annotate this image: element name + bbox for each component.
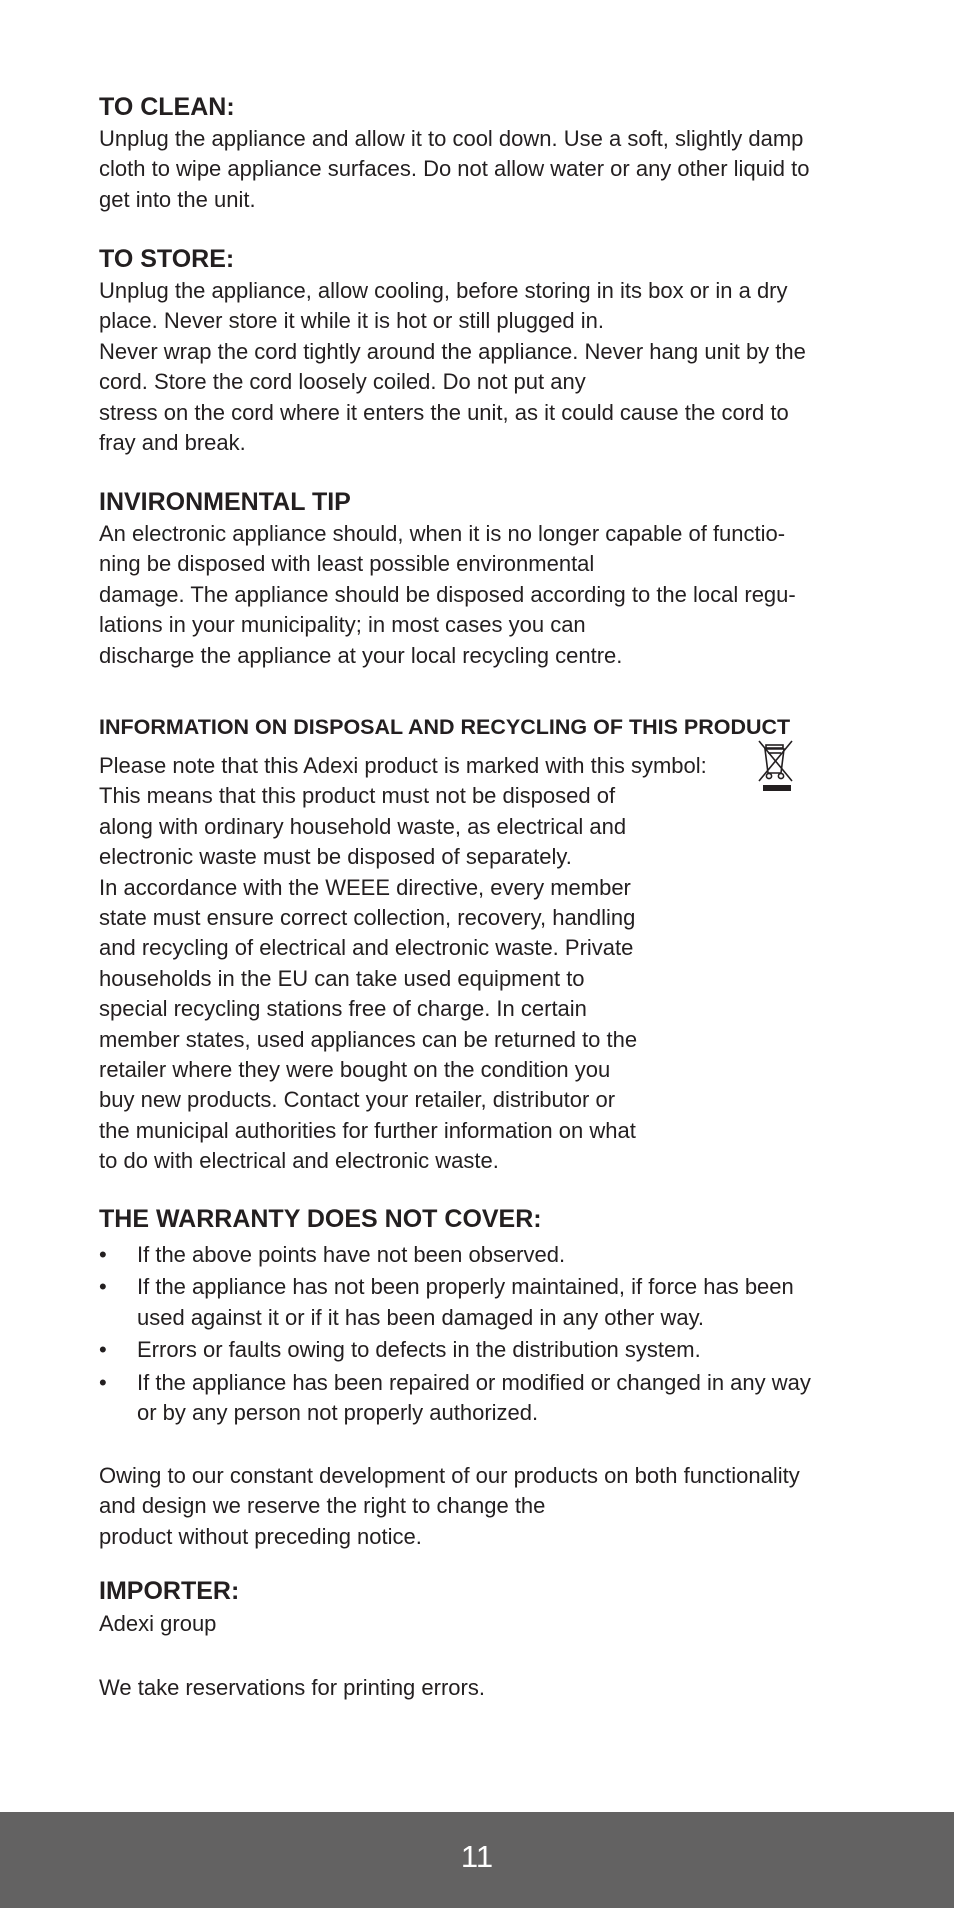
disposal-line: This means that this product must not be disposed of bbox=[99, 783, 616, 809]
store-body bbox=[99, 276, 859, 458]
clean-section bbox=[99, 92, 859, 215]
warranty-item-line: used against it or if it has been damaged in any other way. bbox=[137, 1304, 705, 1330]
disposal-heading: INFORMATION ON DISPOSAL AND RECYCLING OF THIS PRODUCT bbox=[99, 715, 791, 739]
clean-line: Unplug the appliance and allow it to cool down. Use a soft, slightly damp bbox=[99, 126, 804, 151]
environment-line: discharge the appliance at your local recycling centre. bbox=[99, 642, 623, 668]
disposal-line: member states, used appliances can be returned to the bbox=[99, 1026, 638, 1052]
development-line: and design we reserve the right to change the bbox=[99, 1493, 546, 1519]
disposal-line: households in the EU can take used equipment to bbox=[99, 965, 585, 991]
disposal-line: special recycling stations free of charge. In certain bbox=[99, 996, 587, 1022]
store-section bbox=[99, 244, 859, 458]
environment-section bbox=[99, 487, 859, 671]
clean-heading: TO CLEAN: bbox=[99, 93, 235, 121]
disposal-line: Please note that this Adexi product is marked with this symbol: bbox=[99, 753, 707, 778]
printing-note: We take reservations for printing errors. bbox=[99, 1675, 485, 1700]
page-number: 11 bbox=[460, 1839, 494, 1874]
store-line: Unplug the appliance, allow cooling, before storing in its box or in a dry bbox=[99, 278, 788, 303]
disposal-line: electronic waste must be disposed of separately. bbox=[99, 844, 572, 870]
disposal-body bbox=[99, 751, 859, 1177]
page-footer bbox=[0, 1812, 954, 1908]
warranty-item-line: Errors or faults owing to defects in the distribution system. bbox=[137, 1337, 701, 1363]
importer-heading: IMPORTER: bbox=[99, 1577, 240, 1605]
importer-name: Adexi group bbox=[99, 1611, 217, 1636]
warranty-list bbox=[99, 1240, 859, 1428]
warranty-item-line: or by any person not properly authorized. bbox=[137, 1400, 539, 1426]
store-line: place. Never store it while it is hot or still plugged in. bbox=[99, 308, 605, 334]
development-notice bbox=[99, 1461, 859, 1552]
warranty-section bbox=[99, 1204, 859, 1234]
store-line: fray and break. bbox=[99, 430, 246, 456]
disposal-line: state must ensure correct collection, recovery, handling bbox=[99, 905, 636, 931]
bullet-icon: • bbox=[99, 1337, 107, 1363]
environment-heading: INVIRONMENTAL TIP bbox=[99, 488, 351, 516]
list-item bbox=[99, 1272, 859, 1333]
environment-line: An electronic appliance should, when it is no longer capable of functio- bbox=[99, 521, 786, 546]
environment-line: damage. The appliance should be disposed according to the local regu- bbox=[99, 581, 796, 607]
disposal-line: along with ordinary household waste, as electrical and bbox=[99, 813, 627, 839]
disposal-line: and recycling of electrical and electronic waste. Private bbox=[99, 935, 634, 961]
clean-line: get into the unit. bbox=[99, 186, 256, 212]
store-line: cord. Store the cord loosely coiled. Do not put any bbox=[99, 369, 586, 395]
warranty-item-line: If the appliance has not been properly maintained, if force has been bbox=[137, 1274, 794, 1300]
bullet-icon: • bbox=[99, 1369, 107, 1395]
disposal-section bbox=[99, 713, 859, 1177]
disposal-line: the municipal authorities for further information on what bbox=[99, 1117, 636, 1143]
clean-body bbox=[99, 124, 859, 215]
list-item bbox=[99, 1368, 859, 1429]
disposal-line: In accordance with the WEEE directive, every member bbox=[99, 874, 631, 900]
development-line: product without preceding notice. bbox=[99, 1523, 422, 1549]
development-line: Owing to our constant development of our products on both functionality bbox=[99, 1463, 800, 1488]
bullet-icon: • bbox=[99, 1274, 107, 1300]
disposal-line: retailer where they were bought on the condition you bbox=[99, 1057, 611, 1083]
warranty-item-line: If the appliance has been repaired or modified or changed in any way bbox=[137, 1369, 811, 1395]
clean-line: cloth to wipe appliance surfaces. Do not allow water or any other liquid to bbox=[99, 156, 810, 182]
warranty-item-line: If the above points have not been observed. bbox=[137, 1242, 566, 1267]
disposal-line: to do with electrical and electronic waste. bbox=[99, 1148, 499, 1174]
importer-section bbox=[99, 1576, 859, 1639]
environment-line: lations in your municipality; in most cases you can bbox=[99, 612, 586, 638]
environment-body bbox=[99, 519, 859, 671]
bullet-icon: • bbox=[99, 1242, 107, 1267]
disposal-line: buy new products. Contact your retailer, distributor or bbox=[99, 1087, 616, 1113]
store-line: Never wrap the cord tightly around the appliance. Never hang unit by the bbox=[99, 338, 806, 364]
warranty-heading: THE WARRANTY DOES NOT COVER: bbox=[99, 1205, 542, 1233]
environment-line: ning be disposed with least possible environmental bbox=[99, 551, 595, 577]
printing-note-section bbox=[99, 1673, 859, 1703]
store-line: stress on the cord where it enters the unit, as it could cause the cord to bbox=[99, 399, 789, 425]
store-heading: TO STORE: bbox=[99, 245, 235, 273]
list-item bbox=[99, 1335, 859, 1365]
list-item bbox=[99, 1240, 859, 1270]
crossed-out-wheelie-bin-icon bbox=[756, 739, 796, 793]
